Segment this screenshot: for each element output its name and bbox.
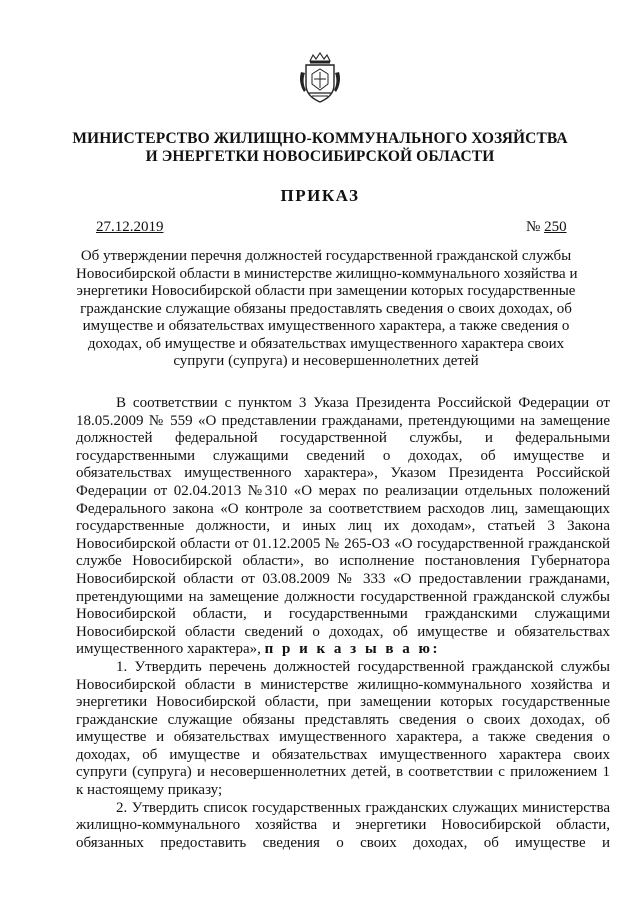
body-line: имуществе и обязательствах имущественного характера, а также сведения о (76, 729, 610, 746)
order-title: ПРИКАЗ (280, 186, 360, 205)
body-line: гражданские служащие обязаны представлять сведения о своих доходах, об (76, 711, 610, 728)
body-line: 18.05.2009 № 559 «О представлении гражданами, претендующими на замещение (76, 412, 610, 429)
body-line: В соответствии с пунктом 3 Указа Президента Российской Федерации от (116, 395, 610, 411)
body-line: должностей федеральной государственной службы, и федеральными (76, 430, 610, 447)
order-date: 27.12.2019 (96, 219, 164, 235)
body-line: Новосибирской области сведений о доходах, об имуществе и обязательствах (76, 623, 610, 640)
number-sign: № (526, 219, 545, 235)
body-line: государственными служащими сведений о доходах, об имуществе и (76, 447, 610, 464)
subject-line: доходах, об имуществе и обязательствах имущественного характера своих (87, 335, 565, 352)
coat-of-arms-icon (298, 52, 342, 104)
body-line: имущественного характера», (76, 641, 261, 658)
subject-line: имуществе и обязательствах имущественного характера, а также сведения о (82, 318, 570, 334)
order-number (526, 219, 567, 236)
body-line: доходах, об имуществе и обязательствах имущественного характера своих (76, 746, 610, 763)
body-line: Новосибирской области, и государственными гражданскими служащими (76, 606, 610, 623)
ministry-name-line1: МИНИСТЕРСТВО ЖИЛИЩНО-КОММУНАЛЬНОГО ХОЗЯЙСТВА (72, 130, 568, 147)
body-line: 1. Утвердить перечень должностей государственной гражданской службы (116, 658, 610, 675)
body-line: супруги (супруга) и несовершеннолетних детей, в соответствии с приложением 1 (76, 764, 610, 781)
body-line: обязательствах имущественного характера», Указом Президента Российской (76, 465, 610, 482)
body-line: Новосибирской области в министерстве жилищно-коммунального хозяйства и (76, 676, 610, 693)
order-body (76, 395, 610, 852)
body-line: к настоящему приказу; (76, 782, 223, 799)
subject-line: гражданские служащие обязаны предоставлять сведения о своих доходах, об (80, 300, 572, 317)
body-line: обязанных предоставить сведения о своих доходах, об имуществе и (76, 834, 610, 851)
ministry-name-line2: И ЭНЕРГЕТКИ НОВОСИБИРСКОЙ ОБЛАСТИ (145, 148, 495, 165)
body-line-with-order-word (76, 641, 610, 659)
body-line: энергетики Новосибирской области, при замещении которых государственные (76, 694, 610, 711)
subject-line: Новосибирской области в министерстве жилищно-коммунального хозяйства и (76, 265, 578, 282)
number-value: 250 (544, 219, 567, 235)
subject-line: энергетики Новосибирской области при замещении которых государственные (76, 283, 576, 299)
body-line: жилищно-коммунального хозяйства и энергетики Новосибирской области, (76, 817, 610, 834)
order-subject (76, 248, 576, 371)
subject-line: супруги (супруга) и несовершеннолетних детей (173, 353, 479, 369)
body-line: государственные должности, и иных лиц их доходам», статьей 3 Закона (76, 518, 610, 535)
body-line: службе Новосибирской области», во исполнение постановления Губернатора (76, 553, 610, 570)
order-word: п р и к а з ы в а ю: (264, 641, 440, 658)
body-line: Федерации от 02.04.2013 №310 «О мерах по реализации отдельных положений (76, 482, 610, 499)
subject-line: Об утверждении перечня должностей государственной гражданской службы (80, 248, 572, 264)
body-line: Новосибирской области от 01.12.2005 № 265-ОЗ «О государственной гражданской (76, 535, 610, 552)
body-line: Федерального закона «О контроле за соответствием расходов лиц, замещающих (76, 500, 610, 517)
body-line: 2. Утвердить список государственных гражданских служащих министерства (116, 799, 610, 816)
body-line: Новосибирской области от 03.08.2009 № 333 «О предоставлении гражданами, (76, 570, 610, 587)
body-line: претендующими на замещение должности государственной гражданской службы (76, 588, 610, 605)
